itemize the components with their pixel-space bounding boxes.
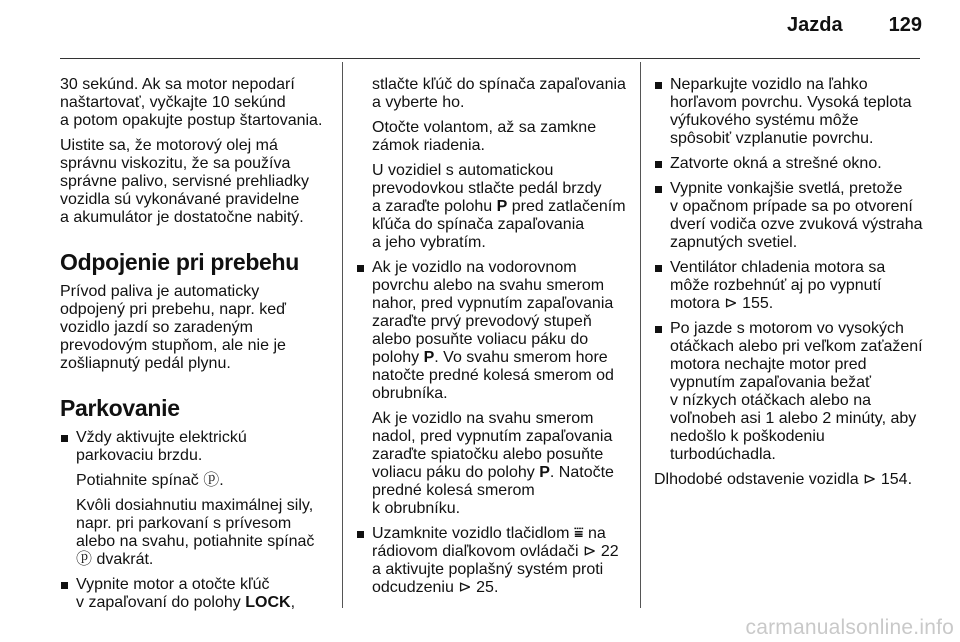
- column-3: [654, 76, 926, 496]
- chapter-title: Jazda: [787, 14, 843, 36]
- sub-automatic: U vozidiel s automatickou prevodovkou stlačte pedál brzdy a zaraďte polohu P pred zatlačením kľúča do spínača zapaľovania a jeho vybratím.: [372, 162, 626, 251]
- heading-odpojenie: Odpojenie pri prebehu: [60, 249, 300, 275]
- bullet-exterior-lights: Vypnite vonkajšie svetlá, pretože v opačnom prípade sa po otvorení dverí vodiča ozve zvuková výstraha zapnutých svetiel.: [654, 180, 926, 252]
- page-number: 129: [888, 14, 922, 36]
- paragraph-fuel-cutoff: Prívod paliva je automaticky odpojený pri prebehu, napr. keď vozidlo jazdí so zaradeným prevodovým stupňom, ale nie je zošliapnutý pedál plynu.: [60, 283, 286, 372]
- bullet-turn-key: Vypnite motor a otočte kľúč v zapaľovaní do polohy LOCK,: [60, 576, 336, 612]
- header-rule: [60, 58, 920, 59]
- paragraph-oil-check: Uistite sa, že motorový olej má správnu viskozitu, že sa používa správne palivo, servisné prehliadky vozidla sú vykonávané pravidelne a akumulátor je dostatočne nabitý.: [60, 137, 310, 226]
- bullet-parking-brake: Vždy aktivujte elektrickú parkovaciu brzdu.: [60, 429, 336, 465]
- sub-remove-key: stlačte kľúč do spínača zapaľovania a vyberte ho.: [372, 76, 626, 111]
- bullet-lock-vehicle: Uzamknite vozidlo tlačidlom ⩸ na rádiovom diaľkovom ovládači ⊳ 22 a aktivujte poplašný systém proti odcudzeniu ⊳ 25.: [356, 525, 626, 597]
- paragraph-long-term-storage: Dlhodobé odstavenie vozidla ⊳ 154.: [654, 471, 913, 488]
- sub-steering-lock: Otočte volantom, až sa zamkne zámok riadenia.: [372, 119, 597, 154]
- paragraph-start-retry: 30 sekúnd. Ak sa motor nepodarí naštartovať, vyčkajte 10 sekúnd a potom opakujte postup štartovania.: [60, 76, 323, 129]
- page-header: [787, 14, 922, 37]
- heading-parkovanie: Parkovanie: [60, 395, 180, 421]
- column-1: [60, 76, 336, 619]
- bullet-cooling-fan: Ventilátor chladenia motora sa môže rozbehnúť aj po vypnutí motora ⊳ 155.: [654, 259, 926, 313]
- sub-downhill: Ak je vozidlo na svahu smerom nadol, pred vypnutím zapaľovania zaraďte spiatočku alebo posuňte voliacu páku do polohy P. Natočte predné kolesá smerom k obrubníku.: [372, 410, 614, 517]
- watermark: carmanualsonline.info: [745, 616, 954, 639]
- column-divider-2: [640, 62, 641, 608]
- bullet-level-or-uphill: Ak je vozidlo na vodorovnom povrchu alebo na svahu smerom nahor, pred vypnutím zapaľovania zaraďte prvý prevodový stupeň alebo posuňte voliacu páku do polohy P. Vo svahu smerom hore natočte predné kolesá smerom od obrubníka.: [356, 259, 626, 403]
- bullet-close-windows: Zatvorte okná a strešné okno.: [654, 155, 926, 173]
- sub-pull-switch: Potiahnite spínač ⓟ.: [76, 472, 224, 489]
- column-divider-1: [342, 62, 343, 608]
- bullet-turbo-cooldown: Po jazde s motorom vo vysokých otáčkach alebo pri veľkom zaťažení motora nechajte motor pred vypnutím zapaľovania bežať v nízkych otáčkach alebo na voľnobeh asi 1 alebo 2 minúty, aby nedošlo k poškodeniu turbodúchadla.: [654, 320, 926, 464]
- bullet-flammable-surface: Neparkujte vozidlo na ľahko horľavom povrchu. Vysoká teplota výfukového systému môže spôsobiť vzplanutie povrchu.: [654, 76, 926, 148]
- column-2: [356, 76, 626, 604]
- sub-max-force: Kvôli dosiahnutiu maximálnej sily, napr. pri parkovaní s prívesom alebo na svahu, potiahnite spínač ⓟ dvakrát.: [76, 497, 315, 568]
